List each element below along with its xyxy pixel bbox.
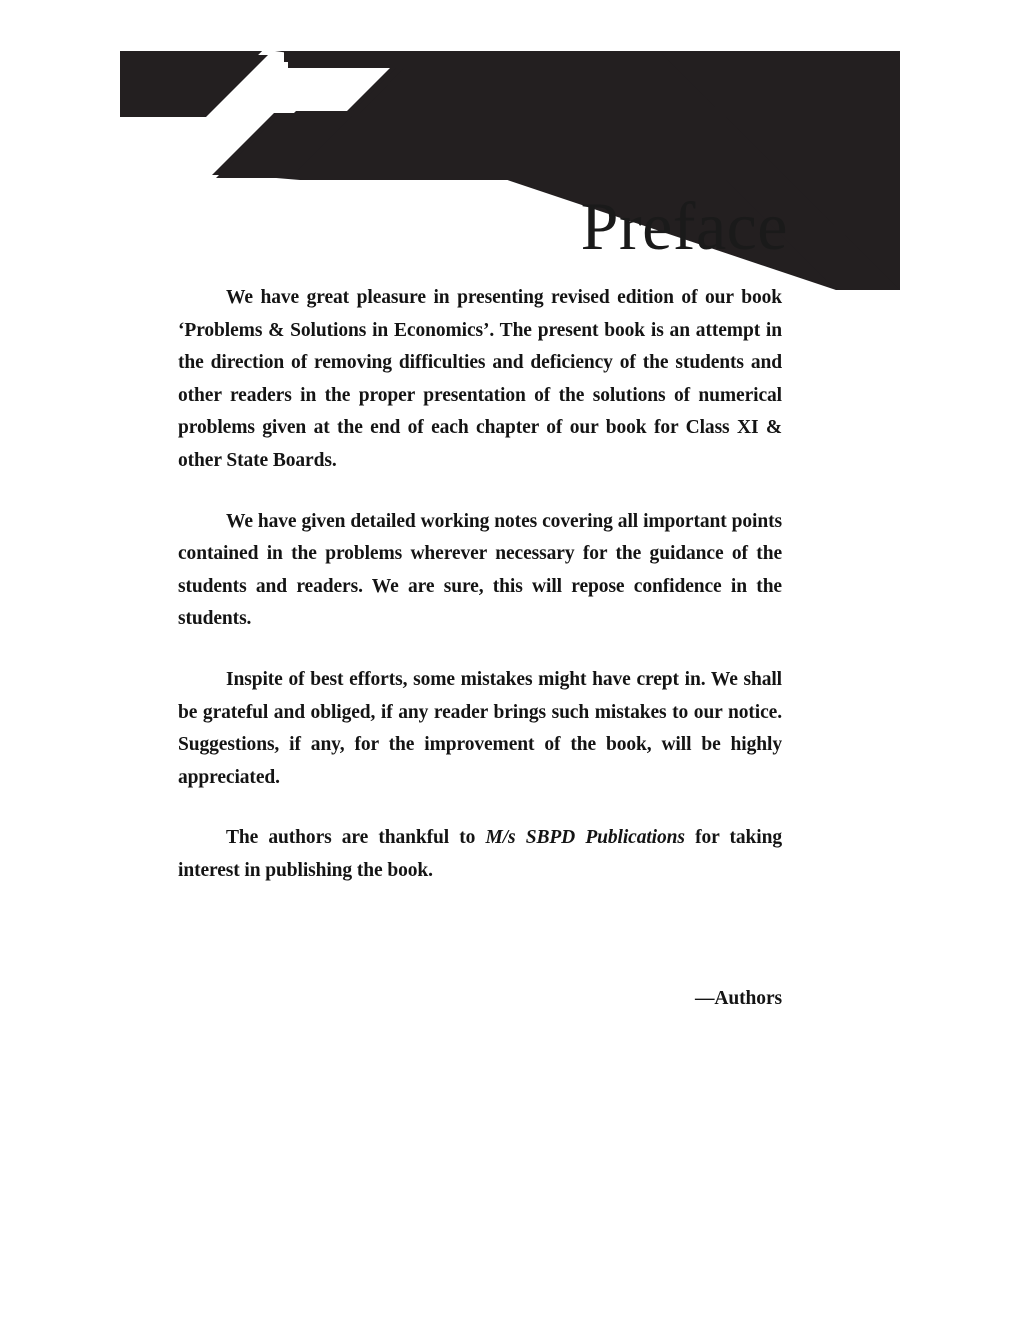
acknowledgement-tail: for taking interest in publishing the book. [178, 827, 782, 881]
header-banner-decoration [0, 0, 1020, 290]
publisher-name: M/s SBPD Publications [485, 827, 685, 849]
signature-authors: —Authors [695, 988, 782, 1009]
paragraph: Inspite of best efforts, some mistakes might have crept in. We shall be grateful and obliged, if any reader brings such mistakes to our notice. Suggestions, if any, for the improvement of the book, will be highly appreciated. [178, 668, 782, 788]
paragraph: We have great pleasure in presenting revised edition of our book ‘Problems & Solutions in Economics’. The present book is an attempt in the direction of removing difficulties and deficiency of the students and other readers in the proper presentation of the solutions of numerical problems given at the end of each chapter of our book for Class XI & other State Boards. [178, 287, 782, 471]
paragraph: We have given detailed working notes covering all important points contained in the problems wherever necessary for the guidance of the students and readers. We are sure, this will repose confidence in the students. [178, 510, 782, 630]
paragraph-acknowledgement [178, 822, 782, 887]
acknowledgement-lead: The authors are thankful to [226, 827, 486, 849]
preface-body [178, 282, 782, 888]
page-title: Preface [580, 188, 788, 264]
